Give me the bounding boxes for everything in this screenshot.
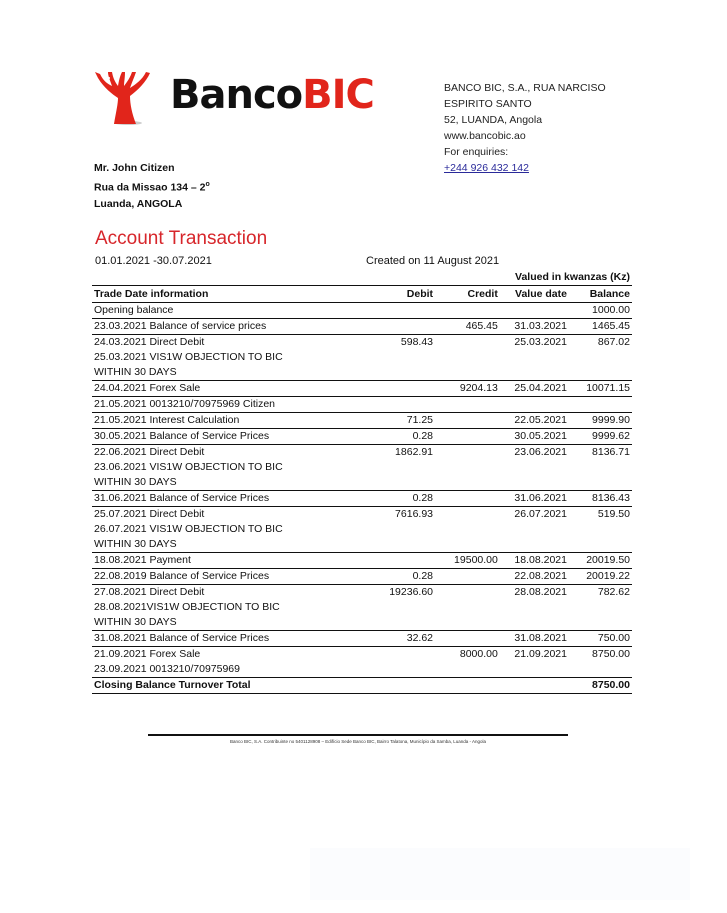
table-row — [92, 350, 632, 365]
cell-debit: 0.28 — [370, 491, 435, 507]
cell-description: 30.05.2021 Balance of Service Prices — [92, 429, 370, 445]
cell-debit — [370, 381, 435, 397]
faded-watermark-area — [310, 848, 690, 900]
logo-wordmark — [170, 72, 374, 118]
cell-balance: 8136.43 — [569, 491, 632, 507]
cell-description: WITHIN 30 DAYS — [94, 616, 177, 628]
table-row — [92, 381, 632, 397]
transactions-body — [92, 303, 632, 694]
cell-debit — [370, 303, 435, 319]
table-row — [92, 647, 632, 663]
bank-address-line: BANCO BIC, S.A., RUA NARCISO — [444, 82, 606, 94]
cell-balance — [569, 537, 632, 553]
cell-description: WITHIN 30 DAYS — [94, 476, 177, 488]
table-row — [92, 429, 632, 445]
cell-credit — [435, 491, 500, 507]
cell-value-date — [500, 475, 569, 491]
cell-debit: 7616.93 — [370, 507, 435, 523]
cell-value-date: 18.08.2021 — [500, 553, 569, 569]
bank-logo — [92, 68, 372, 130]
cell-balance — [569, 615, 632, 631]
cell-balance — [569, 662, 632, 678]
cell-balance: 867.02 — [569, 335, 632, 351]
empty-cell — [435, 678, 500, 694]
bank-website: www.bancobic.ao — [444, 130, 526, 142]
closing-balance-value: 8750.00 — [569, 678, 632, 694]
cell-debit — [370, 522, 435, 537]
table-row — [92, 445, 632, 461]
cell-debit — [370, 553, 435, 569]
cell-balance: 8136.71 — [569, 445, 632, 461]
cell-balance: 9999.90 — [569, 413, 632, 429]
customer-city: Luanda, ANGOLA — [94, 197, 183, 210]
cell-description: Opening balance — [92, 303, 370, 319]
statement-title: Account Transaction — [95, 228, 268, 249]
empty-cell — [370, 678, 435, 694]
cell-credit — [435, 460, 500, 475]
cell-debit — [370, 662, 435, 678]
cell-description: 25.07.2021 Direct Debit — [92, 507, 370, 523]
cell-debit — [370, 365, 435, 381]
header-debit: Debit — [370, 286, 435, 303]
cell-balance: 782.62 — [569, 585, 632, 601]
cell-debit: 19236.60 — [370, 585, 435, 601]
table-row — [92, 537, 632, 553]
cell-description: 18.08.2021 Payment — [92, 553, 370, 569]
cell-value-date: 31.08.2021 — [500, 631, 569, 647]
cell-credit — [435, 397, 500, 413]
cell-value-date: 25.04.2021 — [500, 381, 569, 397]
cell-debit — [370, 600, 435, 615]
cell-debit: 32.62 — [370, 631, 435, 647]
cell-description: WITHIN 30 DAYS — [94, 538, 177, 550]
cell-balance — [569, 475, 632, 491]
table-row — [92, 303, 632, 319]
cell-balance: 20019.50 — [569, 553, 632, 569]
cell-debit — [370, 319, 435, 335]
cell-credit — [435, 537, 500, 553]
cell-debit — [370, 350, 435, 365]
closing-balance-label: Closing Balance Turnover Total — [92, 678, 370, 694]
cell-debit — [370, 537, 435, 553]
cell-description: 21.09.2021 Forex Sale — [92, 647, 370, 663]
cell-debit: 1862.91 — [370, 445, 435, 461]
cell-credit — [435, 350, 500, 365]
currency-note: Valued in kwanzas (Kz) — [515, 271, 630, 283]
cell-value-date: 28.08.2021 — [500, 585, 569, 601]
cell-debit — [370, 647, 435, 663]
cell-credit — [435, 585, 500, 601]
cell-description: 21.05.2021 0013210/70975969 Citizen — [92, 397, 370, 413]
cell-balance: 20019.22 — [569, 569, 632, 585]
bank-address-line: 52, LUANDA, Angola — [444, 114, 543, 126]
cell-value-date: 21.09.2021 — [500, 647, 569, 663]
table-row — [92, 413, 632, 429]
cell-value-date — [500, 397, 569, 413]
cell-credit — [435, 445, 500, 461]
cell-description: 25.03.2021 VIS1W OBJECTION TO BIC — [94, 351, 283, 363]
cell-value-date: 31.06.2021 — [500, 491, 569, 507]
customer-street-text: Rua da Missao 134 – 2 — [94, 181, 206, 193]
cell-balance — [569, 397, 632, 413]
baobab-tree-icon — [92, 68, 152, 126]
cell-value-date — [500, 615, 569, 631]
cell-description: 27.08.2021 Direct Debit — [92, 585, 370, 601]
enquiries-label: For enquiries: — [444, 146, 509, 158]
cell-balance — [569, 460, 632, 475]
table-row — [92, 569, 632, 585]
cell-credit — [435, 365, 500, 381]
cell-balance: 750.00 — [569, 631, 632, 647]
cell-credit — [435, 303, 500, 319]
cell-credit — [435, 507, 500, 523]
cell-credit: 8000.00 — [435, 647, 500, 663]
cell-value-date — [500, 365, 569, 381]
table-row — [92, 585, 632, 601]
table-row — [92, 365, 632, 381]
cell-balance — [569, 600, 632, 615]
cell-description: 24.04.2021 Forex Sale — [92, 381, 370, 397]
cell-balance — [569, 350, 632, 365]
customer-street — [94, 177, 210, 196]
logo-wordmark-banco: Banco — [170, 72, 303, 118]
cell-description: 22.06.2021 Direct Debit — [92, 445, 370, 461]
cell-balance: 9999.62 — [569, 429, 632, 445]
cell-value-date — [500, 537, 569, 553]
header-trade-date-info: Trade Date information — [92, 286, 370, 303]
cell-balance — [569, 365, 632, 381]
table-row — [92, 397, 632, 413]
cell-balance: 1000.00 — [569, 303, 632, 319]
cell-debit — [370, 460, 435, 475]
cell-description: 28.08.2021VIS1W OBJECTION TO BIC — [94, 601, 280, 613]
cell-description: 23.06.2021 VIS1W OBJECTION TO BIC — [94, 461, 283, 473]
cell-description: 26.07.2021 VIS1W OBJECTION TO BIC — [94, 523, 283, 535]
table-row — [92, 491, 632, 507]
cell-description: 23.09.2021 0013210/70975969 — [94, 663, 240, 675]
cell-description: 31.08.2021 Balance of Service Prices — [92, 631, 370, 647]
footer-divider — [148, 734, 568, 736]
cell-description: 24.03.2021 Direct Debit — [92, 335, 370, 351]
cell-value-date: 31.03.2021 — [500, 319, 569, 335]
cell-value-date: 30.05.2021 — [500, 429, 569, 445]
cell-value-date: 22.05.2021 — [500, 413, 569, 429]
table-row — [92, 522, 632, 537]
cell-value-date: 22.08.2021 — [500, 569, 569, 585]
cell-credit — [435, 631, 500, 647]
customer-name: Mr. John Citizen — [94, 162, 175, 174]
cell-credit — [435, 522, 500, 537]
cell-value-date — [500, 460, 569, 475]
empty-cell — [500, 678, 569, 694]
cell-credit — [435, 615, 500, 631]
header-credit: Credit — [435, 286, 500, 303]
statement-created-date: Created on 11 August 2021 — [366, 255, 500, 267]
cell-credit — [435, 662, 500, 678]
cell-balance: 8750.00 — [569, 647, 632, 663]
cell-value-date — [500, 350, 569, 365]
cell-description: 22.08.2019 Balance of Service Prices — [92, 569, 370, 585]
cell-value-date: 26.07.2021 — [500, 507, 569, 523]
cell-debit: 71.25 — [370, 413, 435, 429]
table-row — [92, 319, 632, 335]
cell-debit: 0.28 — [370, 569, 435, 585]
table-row — [92, 662, 632, 678]
cell-debit — [370, 475, 435, 491]
cell-credit: 465.45 — [435, 319, 500, 335]
cell-description: 31.06.2021 Balance of Service Prices — [92, 491, 370, 507]
table-row — [92, 507, 632, 523]
cell-value-date: 23.06.2021 — [500, 445, 569, 461]
cell-description: 21.05.2021 Interest Calculation — [92, 413, 370, 429]
cell-balance — [569, 522, 632, 537]
cell-credit: 19500.00 — [435, 553, 500, 569]
enquiries-phone-link[interactable]: +244 926 432 142 — [444, 162, 529, 174]
header-value-date: Value date — [500, 286, 569, 303]
table-row — [92, 631, 632, 647]
cell-credit — [435, 413, 500, 429]
closing-balance-row — [92, 678, 632, 694]
cell-credit — [435, 475, 500, 491]
header-balance: Balance — [569, 286, 632, 303]
customer-address-block — [94, 160, 210, 212]
footer-legal-text: Banco BIC, S.A. Contribuinte no 5401128908 – Edifício Sede Banco BIC, Bairro Talatona, Município da Samba, Luanda - Angola — [230, 739, 486, 744]
table-row — [92, 600, 632, 615]
cell-credit: 9204.13 — [435, 381, 500, 397]
cell-value-date — [500, 600, 569, 615]
cell-debit: 0.28 — [370, 429, 435, 445]
table-row — [92, 475, 632, 491]
cell-debit: 598.43 — [370, 335, 435, 351]
cell-balance: 10071.15 — [569, 381, 632, 397]
cell-description: 23.03.2021 Balance of service prices — [92, 319, 370, 335]
logo-wordmark-bic: BIC — [302, 72, 374, 118]
cell-credit — [435, 335, 500, 351]
cell-debit — [370, 615, 435, 631]
bank-address — [444, 80, 606, 176]
table-row — [92, 553, 632, 569]
cell-value-date: 25.03.2021 — [500, 335, 569, 351]
statement-period: 01.01.2021 -30.07.2021 — [95, 255, 212, 267]
cell-credit — [435, 600, 500, 615]
cell-value-date — [500, 303, 569, 319]
cell-credit — [435, 429, 500, 445]
cell-balance: 1465.45 — [569, 319, 632, 335]
transactions-table — [92, 285, 632, 694]
cell-credit — [435, 569, 500, 585]
table-row — [92, 335, 632, 351]
bank-address-line: ESPIRITO SANTO — [444, 98, 532, 110]
cell-value-date — [500, 522, 569, 537]
cell-description: WITHIN 30 DAYS — [94, 366, 177, 378]
customer-floor-sup: o — [205, 180, 210, 188]
table-header-row — [92, 286, 632, 303]
cell-debit — [370, 397, 435, 413]
cell-balance: 519.50 — [569, 507, 632, 523]
table-row — [92, 615, 632, 631]
cell-value-date — [500, 662, 569, 678]
table-row — [92, 460, 632, 475]
